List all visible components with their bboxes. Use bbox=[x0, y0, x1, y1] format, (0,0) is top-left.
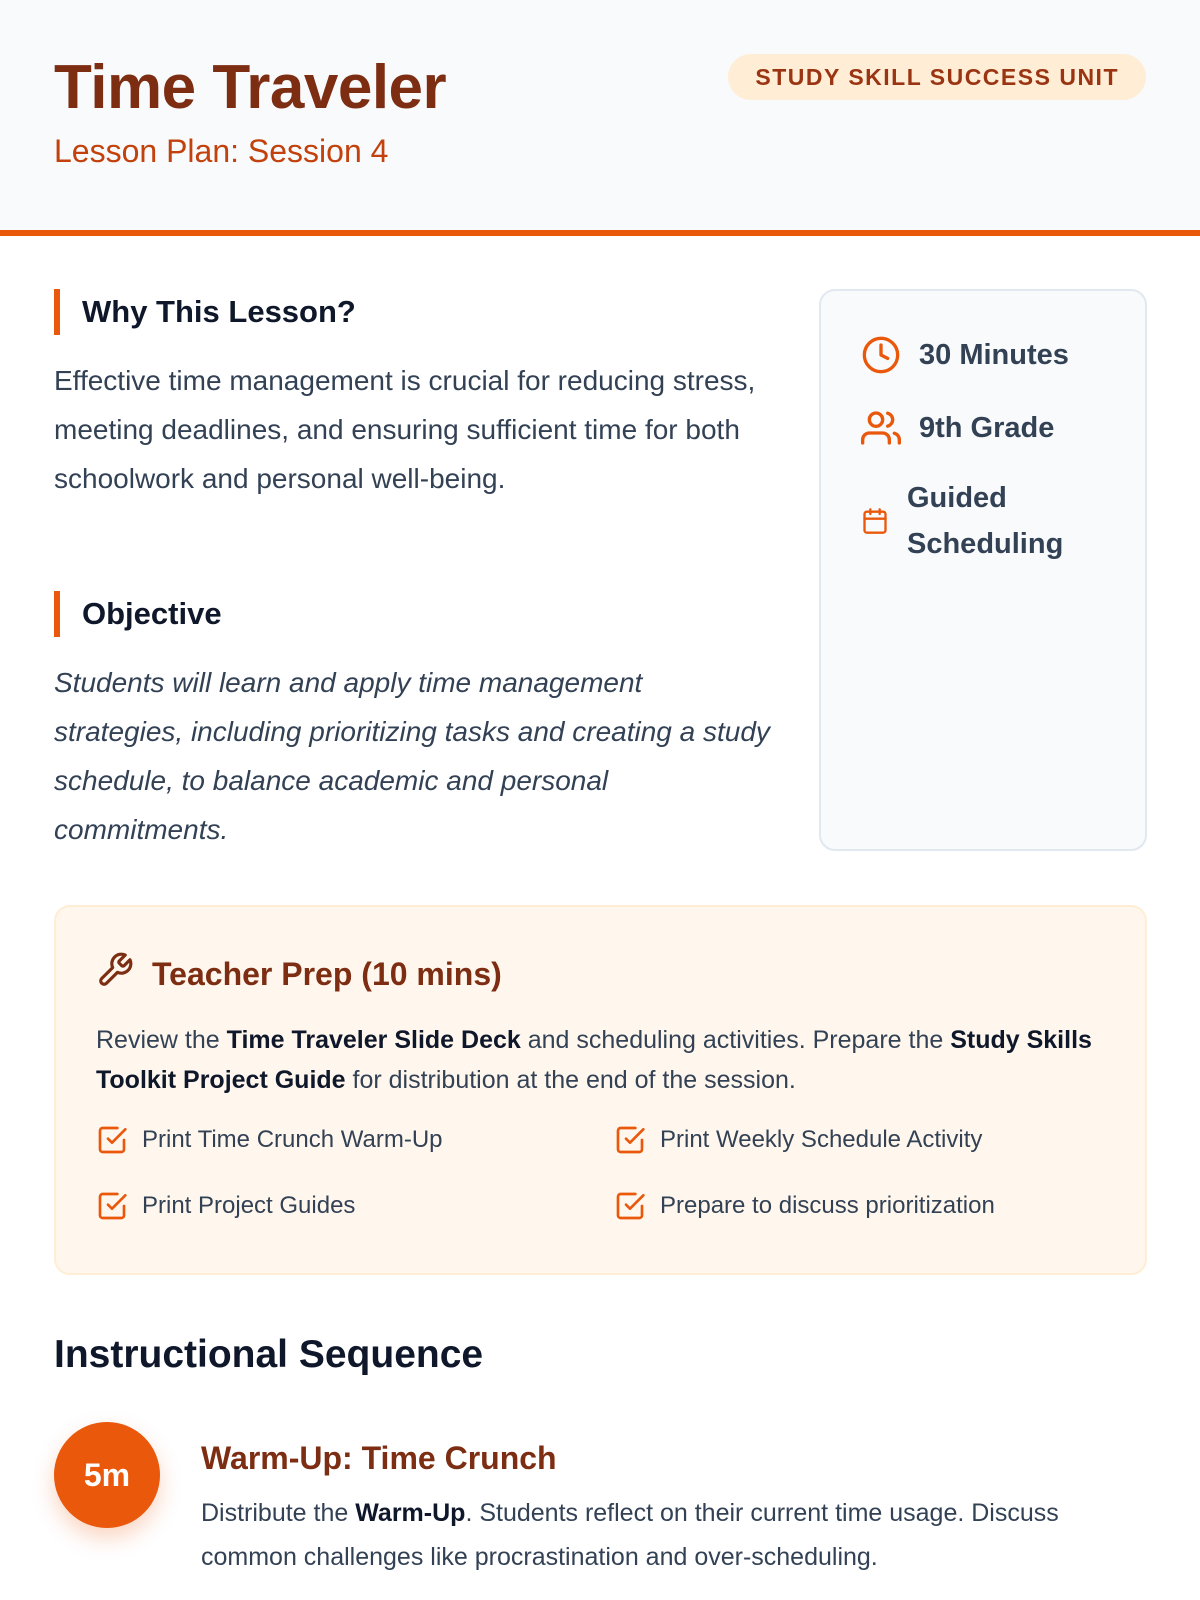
lesson-header bbox=[0, 0, 1200, 236]
why-heading: Why This Lesson? bbox=[54, 289, 356, 335]
checklist-item[interactable] bbox=[96, 1190, 355, 1222]
page-title: Time Traveler bbox=[54, 53, 447, 122]
format-item bbox=[861, 475, 1107, 567]
lesson-info-card bbox=[819, 289, 1147, 851]
step-description: Distribute the Warm-Up. Students reflect on their current time usage. Discuss common challenges like procrastination and over-scheduling. bbox=[201, 1499, 1059, 1571]
project-guide-title: Study Skills Toolkit Project Guide bbox=[96, 1026, 1092, 1094]
grade-item bbox=[861, 408, 1054, 448]
prep-heading: Teacher Prep (10 mins) bbox=[152, 955, 502, 992]
teacher-prep-panel bbox=[54, 905, 1147, 1275]
step-title: Warm-Up: Time Crunch bbox=[201, 1440, 557, 1476]
step-time-badge: 5m bbox=[54, 1422, 160, 1528]
checklist-label: Print Weekly Schedule Activity bbox=[660, 1126, 983, 1153]
why-text: Effective time management is crucial for reducing stress, meeting deadlines, and ensuring sufficient time for both schoolwork and personal well-being. bbox=[54, 365, 756, 494]
grade-label: 9th Grade bbox=[919, 411, 1055, 444]
slide-deck-title: Time Traveler Slide Deck bbox=[226, 1026, 521, 1054]
objective-text: Students will learn and apply time management strategies, including prioritizing tasks and creating a study schedule, to balance academic and personal commitments. bbox=[54, 667, 770, 845]
unit-badge: STUDY SKILL SUCCESS UNIT bbox=[728, 54, 1146, 100]
duration-label: 30 Minutes bbox=[919, 338, 1069, 371]
checklist-label: Print Time Crunch Warm-Up bbox=[142, 1126, 443, 1153]
format-label: Guided Scheduling bbox=[907, 482, 1064, 560]
users-icon bbox=[861, 408, 901, 448]
sequence-heading: Instructional Sequence bbox=[54, 1333, 484, 1376]
checklist-label: Print Project Guides bbox=[142, 1192, 356, 1219]
prep-heading-row bbox=[96, 951, 502, 997]
clock-icon bbox=[861, 335, 901, 375]
duration-item bbox=[861, 335, 1069, 375]
objective-heading: Objective bbox=[54, 591, 222, 637]
checklist-item[interactable] bbox=[96, 1124, 443, 1156]
checklist-item[interactable] bbox=[614, 1190, 995, 1222]
page-subtitle: Lesson Plan: Session 4 bbox=[54, 133, 389, 169]
check-square-icon bbox=[614, 1124, 646, 1156]
calendar-icon bbox=[861, 501, 889, 541]
check-square-icon bbox=[96, 1124, 128, 1156]
check-square-icon bbox=[614, 1190, 646, 1222]
checklist-item[interactable] bbox=[614, 1124, 982, 1156]
checklist-label: Prepare to discuss prioritization bbox=[660, 1192, 995, 1219]
prep-description: Review the Time Traveler Slide Deck and scheduling activities. Prepare the Study Skills Toolkit Project Guide for distribution at the end of the session. bbox=[96, 1026, 1092, 1094]
warm-up-title: Warm-Up bbox=[355, 1499, 466, 1527]
check-square-icon bbox=[96, 1190, 128, 1222]
wrench-icon bbox=[96, 951, 134, 997]
